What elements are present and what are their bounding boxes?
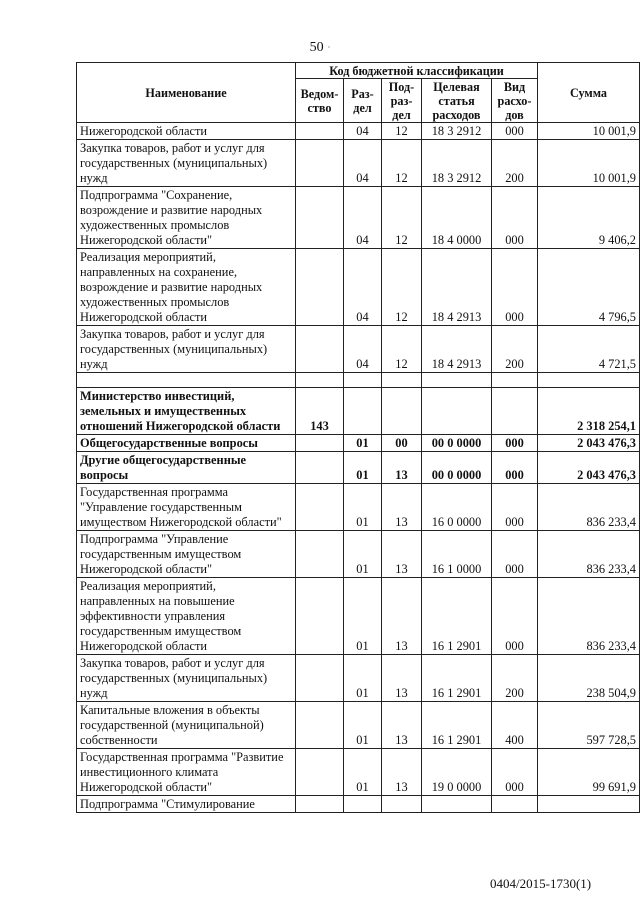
cell-section: 04 [344, 140, 382, 187]
cell-kind: 000 [492, 123, 538, 140]
cell-kind: 000 [492, 484, 538, 531]
header-code-group: Код бюджетной классификации [296, 63, 538, 79]
cell-dept [296, 326, 344, 373]
cell-dept [296, 452, 344, 484]
cell-name: Закупка товаров, работ и услуг для государственных (муниципальных) нужд [77, 326, 296, 373]
cell-name: Общегосударственные вопросы [77, 435, 296, 452]
cell-kind [492, 373, 538, 388]
cell-dept [296, 187, 344, 249]
cell-subsection: 12 [382, 140, 422, 187]
cell-subsection: 13 [382, 531, 422, 578]
cell-sum: 99 691,9 [538, 749, 640, 796]
cell-section [344, 796, 382, 813]
page-number [0, 40, 640, 56]
cell-target: 19 0 0000 [422, 749, 492, 796]
cell-kind: 000 [492, 249, 538, 326]
cell-subsection [382, 373, 422, 388]
cell-subsection [382, 388, 422, 435]
cell-dept [296, 140, 344, 187]
cell-dept [296, 702, 344, 749]
header-section-text: Раз- дел [351, 87, 374, 115]
budget-table [76, 62, 640, 813]
header-target-text: Целевая статья расходов [432, 80, 481, 122]
cell-name: Подпрограмма "Управление государственным имуществом Нижегородской области" [77, 531, 296, 578]
cell-subsection: 12 [382, 123, 422, 140]
cell-target: 18 4 2913 [422, 249, 492, 326]
header-name: Наименование [77, 63, 296, 123]
cell-sum: 2 043 476,3 [538, 435, 640, 452]
cell-target: 16 1 2901 [422, 578, 492, 655]
cell-target: 18 4 2913 [422, 326, 492, 373]
table-row [77, 531, 640, 578]
header-kind [492, 79, 538, 123]
cell-sum: 4 796,5 [538, 249, 640, 326]
cell-sum: 2 043 476,3 [538, 452, 640, 484]
cell-target: 16 0 0000 [422, 484, 492, 531]
table-row [77, 702, 640, 749]
cell-name: Государственная программа "Управление государственным имуществом Нижегородской области" [77, 484, 296, 531]
cell-name: Министерство инвестиций, земельных и имущественных отношений Нижегородской области [77, 388, 296, 435]
cell-dept [296, 578, 344, 655]
cell-section: 04 [344, 123, 382, 140]
document-code: 0404/2015-1730(1) [490, 876, 592, 891]
cell-subsection: 12 [382, 326, 422, 373]
cell-kind: 200 [492, 655, 538, 702]
cell-kind: 000 [492, 452, 538, 484]
table-row [77, 140, 640, 187]
cell-kind: 200 [492, 140, 538, 187]
cell-target: 18 3 2912 [422, 140, 492, 187]
cell-subsection: 12 [382, 249, 422, 326]
cell-dept [296, 373, 344, 388]
header-kind-text: Вид расхо- дов [497, 80, 532, 122]
cell-section: 04 [344, 249, 382, 326]
cell-sum: 10 001,9 [538, 140, 640, 187]
cell-subsection: 13 [382, 749, 422, 796]
cell-dept [296, 249, 344, 326]
cell-kind: 000 [492, 187, 538, 249]
cell-section: 04 [344, 187, 382, 249]
cell-subsection: 12 [382, 187, 422, 249]
cell-section: 01 [344, 702, 382, 749]
page-mark: · [327, 43, 331, 53]
header-subsection-text: Под- раз- дел [388, 80, 415, 122]
cell-sum: 836 233,4 [538, 484, 640, 531]
cell-kind [492, 388, 538, 435]
cell-dept [296, 435, 344, 452]
cell-kind: 000 [492, 435, 538, 452]
cell-name: Реализация мероприятий, направленных на повышение эффективности управления государственным имуществом Нижегородской области [77, 578, 296, 655]
cell-target [422, 388, 492, 435]
cell-target: 18 4 0000 [422, 187, 492, 249]
table-row [77, 388, 640, 435]
cell-subsection: 13 [382, 702, 422, 749]
cell-name: Закупка товаров, работ и услуг для государственных (муниципальных) нужд [77, 140, 296, 187]
table-row [77, 452, 640, 484]
cell-name: Капитальные вложения в объекты государственной (муниципальной) собственности [77, 702, 296, 749]
header-subsection [382, 79, 422, 123]
cell-section: 01 [344, 484, 382, 531]
cell-sum: 238 504,9 [538, 655, 640, 702]
page-number-text: 50 [309, 40, 324, 55]
header-row-top [77, 63, 640, 79]
cell-kind: 000 [492, 531, 538, 578]
table-row [77, 123, 640, 140]
cell-sum: 597 728,5 [538, 702, 640, 749]
cell-sum: 2 318 254,1 [538, 388, 640, 435]
cell-dept [296, 123, 344, 140]
cell-sum: 4 721,5 [538, 326, 640, 373]
table-row [77, 484, 640, 531]
cell-kind: 200 [492, 326, 538, 373]
cell-section: 01 [344, 578, 382, 655]
table-row [77, 655, 640, 702]
header-dept-text: Ведом- ство [300, 87, 339, 115]
cell-subsection [382, 796, 422, 813]
cell-subsection: 13 [382, 484, 422, 531]
cell-kind [492, 796, 538, 813]
cell-section: 01 [344, 531, 382, 578]
cell-sum: 9 406,2 [538, 187, 640, 249]
table-row [77, 796, 640, 813]
cell-name: Закупка товаров, работ и услуг для государственных (муниципальных) нужд [77, 655, 296, 702]
cell-section [344, 373, 382, 388]
table-row [77, 749, 640, 796]
cell-dept [296, 531, 344, 578]
cell-section: 01 [344, 749, 382, 796]
cell-dept [296, 484, 344, 531]
cell-dept: 143 [296, 388, 344, 435]
cell-name: Нижегородской области [77, 123, 296, 140]
table-row [77, 187, 640, 249]
cell-target [422, 373, 492, 388]
cell-name: Подпрограмма "Стимулирование [77, 796, 296, 813]
cell-target: 00 0 0000 [422, 435, 492, 452]
header-section [344, 79, 382, 123]
table-row [77, 249, 640, 326]
cell-subsection: 13 [382, 578, 422, 655]
cell-sum: 836 233,4 [538, 531, 640, 578]
cell-sum: 10 001,9 [538, 123, 640, 140]
cell-sum [538, 796, 640, 813]
cell-name: Другие общегосударственные вопросы [77, 452, 296, 484]
cell-name: Подпрограмма "Сохранение, возрождение и развитие народных художественных промыслов Нижегородской области" [77, 187, 296, 249]
cell-kind: 400 [492, 702, 538, 749]
cell-name: Государственная программа "Развитие инвестиционного климата Нижегородской области" [77, 749, 296, 796]
table-body [77, 123, 640, 813]
table-row [77, 326, 640, 373]
cell-dept [296, 655, 344, 702]
cell-target: 18 3 2912 [422, 123, 492, 140]
cell-subsection: 13 [382, 655, 422, 702]
cell-sum [538, 373, 640, 388]
header-target [422, 79, 492, 123]
cell-name: Реализация мероприятий, направленных на сохранение, возрождение и развитие народных художественных промыслов Нижегородской области [77, 249, 296, 326]
cell-section: 01 [344, 655, 382, 702]
cell-dept [296, 796, 344, 813]
cell-subsection: 00 [382, 435, 422, 452]
cell-sum: 836 233,4 [538, 578, 640, 655]
table-row [77, 435, 640, 452]
cell-section [344, 388, 382, 435]
header-sum: Сумма [538, 63, 640, 123]
cell-target [422, 796, 492, 813]
cell-dept [296, 749, 344, 796]
cell-section: 01 [344, 435, 382, 452]
cell-section: 04 [344, 326, 382, 373]
cell-subsection: 13 [382, 452, 422, 484]
header-dept [296, 79, 344, 123]
cell-name [77, 373, 296, 388]
cell-target: 16 1 2901 [422, 655, 492, 702]
cell-target: 16 1 0000 [422, 531, 492, 578]
cell-target: 16 1 2901 [422, 702, 492, 749]
cell-kind: 000 [492, 578, 538, 655]
cell-kind: 000 [492, 749, 538, 796]
table-row [77, 578, 640, 655]
table-row [77, 373, 640, 388]
cell-target: 00 0 0000 [422, 452, 492, 484]
cell-section: 01 [344, 452, 382, 484]
